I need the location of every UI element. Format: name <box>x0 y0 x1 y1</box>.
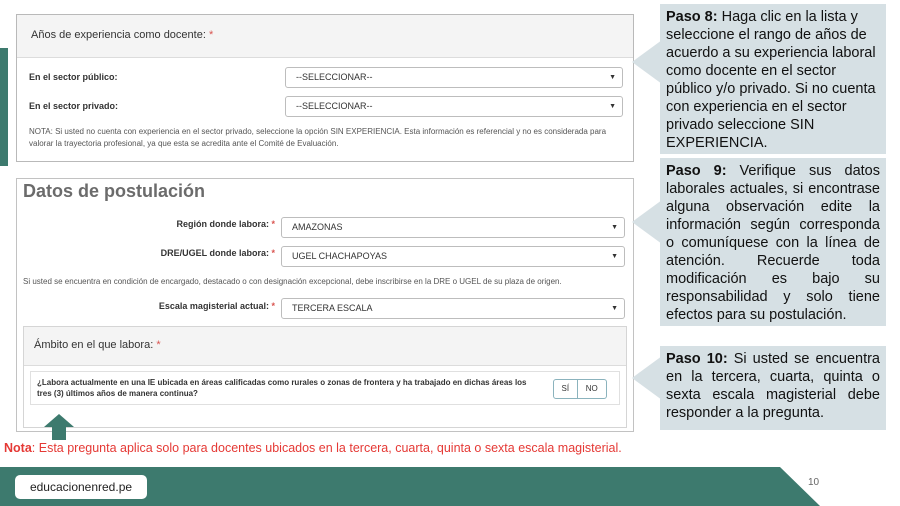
paso10-text: Si usted se encuentra en la tercera, cuarta, quinta o sexta escala magisterial debe responder a la pregunta. <box>666 351 880 421</box>
chevron-down-icon: ▼ <box>611 253 618 260</box>
dre-select-value: UGEL CHACHAPOYAS <box>292 251 388 261</box>
dre-label <box>77 248 275 258</box>
region-select[interactable] <box>281 217 625 238</box>
postulacion-panel <box>16 178 634 432</box>
public-sector-label: En el sector público: <box>29 72 118 82</box>
dre-select[interactable] <box>281 246 625 267</box>
required-mark: * <box>156 339 161 351</box>
experience-panel <box>16 14 634 162</box>
experience-note: NOTA: Si usted no cuenta con experiencia en el sector privado, seleccione la opción SIN EXPERIENCIA. Esta información es referencial y no es considerada para valorar la trayectoria profesional, ya que esta se acredita ante el Comité de Evaluación. <box>29 127 607 148</box>
experience-title-text: Años de experiencia como docente: <box>31 29 206 41</box>
left-accent-bar <box>0 48 8 166</box>
callout-paso8 <box>660 4 886 154</box>
escala-select-value: TERCERA ESCALA <box>292 303 373 313</box>
required-mark: * <box>271 301 275 311</box>
ambito-title <box>34 339 161 351</box>
paso8-text: Haga clic en la lista y seleccione el rango de años de acuerdo a su experiencia laboral como docente en el sector público y/o privado. Si no cuenta con experiencia en el sector privado seleccione SIN EXPERIENCIA. <box>666 9 876 151</box>
page-number: 10 <box>808 477 820 488</box>
private-sector-select[interactable] <box>285 96 623 117</box>
callout-pointer-paso8 <box>632 40 662 84</box>
paso9-title: Paso 9: <box>666 163 727 179</box>
private-sector-label: En el sector privado: <box>29 101 119 111</box>
region-label-text: Región donde labora: <box>176 219 269 229</box>
required-mark: * <box>208 29 214 41</box>
paso9-text: Verifique sus datos laborales actuales, si encontrase alguna observación edite la información según corresponda o comuníquese con la línea de atención. Recuerde toda modificación es bajo su responsabilidad y solo tiene efectos para su postulación. <box>666 163 880 323</box>
postulacion-title: Datos de postulación <box>23 181 206 201</box>
site-url[interactable]: educacionenred.pe <box>15 475 147 499</box>
arrow-up-icon <box>44 414 74 440</box>
callout-pointer-paso9 <box>632 200 662 244</box>
nota-text: : Esta pregunta aplica solo para docentes ubicados en la tercera, cuarta, quinta o sexta escala magisterial. <box>31 441 622 455</box>
yes-no-toggle <box>553 379 607 399</box>
required-mark: * <box>271 248 275 258</box>
region-select-value: AMAZONAS <box>292 222 343 232</box>
ambito-title-text: Ámbito en el que labora: <box>34 339 154 351</box>
paso8-title: Paso 8: <box>666 9 718 25</box>
region-label <box>77 219 275 229</box>
escala-label-text: Escala magisterial actual: <box>158 301 269 311</box>
yes-button[interactable]: SÍ <box>554 380 578 398</box>
callout-pointer-paso10 <box>632 356 662 400</box>
chevron-down-icon: ▼ <box>609 103 616 110</box>
experience-panel-header <box>17 15 633 58</box>
experience-title <box>31 29 213 41</box>
ambito-header <box>24 327 626 366</box>
callout-paso9 <box>660 158 886 326</box>
required-mark: * <box>271 219 275 229</box>
ambito-panel <box>23 326 627 428</box>
no-button[interactable]: NO <box>585 384 598 393</box>
private-sector-select-value: --SELECCIONAR-- <box>296 101 373 111</box>
escala-label <box>77 301 275 311</box>
dre-label-text: DRE/UGEL donde labora: <box>160 248 269 258</box>
chevron-down-icon: ▼ <box>609 74 616 81</box>
callout-paso10 <box>660 346 886 430</box>
chevron-down-icon: ▼ <box>611 305 618 312</box>
nota-label: Nota <box>4 441 32 455</box>
chevron-down-icon: ▼ <box>611 224 618 231</box>
ambito-question: ¿Labora actualmente en una IE ubicada en áreas calificadas como rurales o zonas de frontera y ha trabajado en dichas áreas los tres (3) últimos años de manera continua? <box>37 378 527 398</box>
ambito-question-box <box>30 371 620 405</box>
paso10-title: Paso 10: <box>666 351 728 367</box>
nota-line <box>4 441 622 455</box>
public-sector-select[interactable] <box>285 67 623 88</box>
escala-select[interactable] <box>281 298 625 319</box>
public-sector-select-value: --SELECCIONAR-- <box>296 72 373 82</box>
footer-corner-shape <box>780 462 900 506</box>
postulacion-info: Si usted se encuentra en condición de encargado, destacado o con designación excepcional, debe inscribirse en la DRE o UGEL de su plaza de origen. <box>23 277 562 286</box>
